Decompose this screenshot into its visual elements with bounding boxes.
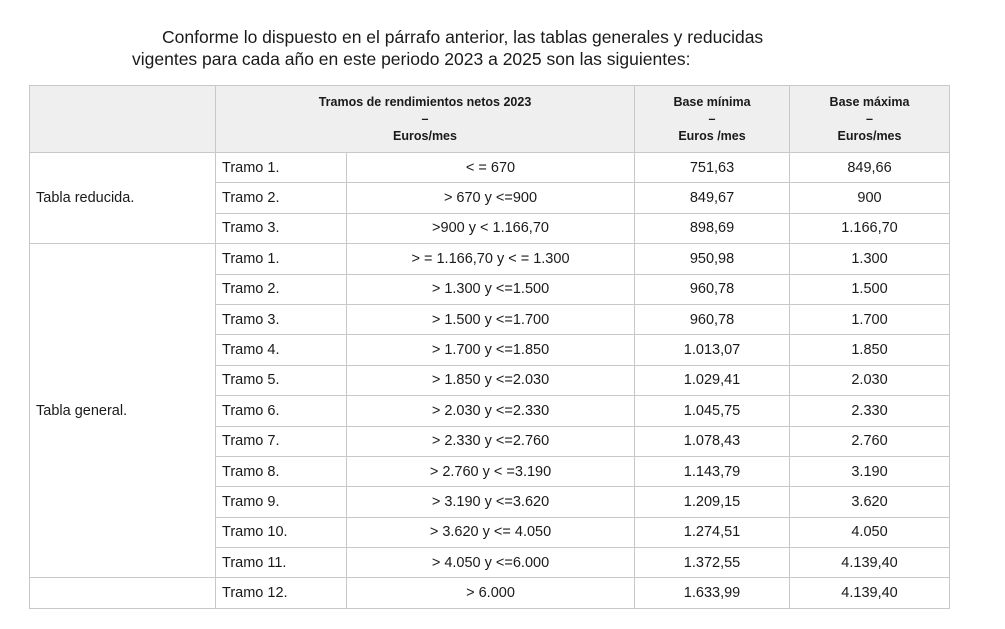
header-tramos bbox=[216, 86, 635, 153]
tramo-cell: Tramo 3. bbox=[216, 304, 347, 334]
rango-cell: > 2.030 y <=2.330 bbox=[347, 396, 635, 426]
header-empty-cell bbox=[30, 86, 216, 153]
header-base-maxima-unit: Euros/mes bbox=[837, 128, 902, 143]
base-minima-cell: 1.209,15 bbox=[635, 487, 790, 517]
table-row bbox=[30, 244, 950, 274]
rango-cell: > 2.760 y < =3.190 bbox=[347, 456, 635, 486]
header-tramos-unit: Euros/mes bbox=[393, 128, 457, 143]
group-label bbox=[30, 578, 216, 608]
table-body bbox=[30, 153, 950, 609]
tramo-cell: Tramo 6. bbox=[216, 396, 347, 426]
base-maxima-cell: 1.850 bbox=[790, 335, 950, 365]
base-minima-cell: 1.013,07 bbox=[635, 335, 790, 365]
base-maxima-cell: 849,66 bbox=[790, 153, 950, 183]
base-maxima-cell: 4.139,40 bbox=[790, 578, 950, 608]
base-maxima-cell: 4.050 bbox=[790, 517, 950, 547]
tramo-cell: Tramo 8. bbox=[216, 456, 347, 486]
rango-cell: > 3.190 y <=3.620 bbox=[347, 487, 635, 517]
base-maxima-cell: 2.030 bbox=[790, 365, 950, 395]
base-minima-cell: 1.029,41 bbox=[635, 365, 790, 395]
rango-cell: < = 670 bbox=[347, 153, 635, 183]
header-base-minima-dash: – bbox=[708, 111, 716, 126]
rango-cell: >900 y < 1.166,70 bbox=[347, 213, 635, 243]
tramo-cell: Tramo 1. bbox=[216, 244, 347, 274]
group-label: Tabla general. bbox=[30, 244, 216, 578]
header-base-maxima-title: Base máxima bbox=[829, 94, 910, 109]
tramo-cell: Tramo 10. bbox=[216, 517, 347, 547]
rango-cell: > 1.300 y <=1.500 bbox=[347, 274, 635, 304]
base-minima-cell: 1.633,99 bbox=[635, 578, 790, 608]
rango-cell: > 1.700 y <=1.850 bbox=[347, 335, 635, 365]
base-minima-cell: 960,78 bbox=[635, 304, 790, 334]
bases-table bbox=[29, 85, 950, 609]
intro-paragraph bbox=[132, 26, 848, 70]
tramo-cell: Tramo 1. bbox=[216, 153, 347, 183]
intro-line-1: Conforme lo dispuesto en el párrafo anterior, las tablas generales y reducidas bbox=[162, 27, 764, 47]
base-maxima-cell: 2.330 bbox=[790, 396, 950, 426]
header-base-minima-title: Base mínima bbox=[673, 94, 751, 109]
base-minima-cell: 960,78 bbox=[635, 274, 790, 304]
base-maxima-cell: 3.190 bbox=[790, 456, 950, 486]
rango-cell: > 1.500 y <=1.700 bbox=[347, 304, 635, 334]
base-minima-cell: 849,67 bbox=[635, 183, 790, 213]
tramo-cell: Tramo 9. bbox=[216, 487, 347, 517]
base-minima-cell: 1.274,51 bbox=[635, 517, 790, 547]
header-base-maxima bbox=[790, 86, 950, 153]
table-header-row bbox=[30, 86, 950, 153]
tramo-cell: Tramo 11. bbox=[216, 548, 347, 578]
base-minima-cell: 1.078,43 bbox=[635, 426, 790, 456]
base-maxima-cell: 2.760 bbox=[790, 426, 950, 456]
rango-cell: > 3.620 y <= 4.050 bbox=[347, 517, 635, 547]
base-maxima-cell: 900 bbox=[790, 183, 950, 213]
base-minima-cell: 898,69 bbox=[635, 213, 790, 243]
base-minima-cell: 1.045,75 bbox=[635, 396, 790, 426]
table-row bbox=[30, 578, 950, 608]
base-maxima-cell: 1.700 bbox=[790, 304, 950, 334]
tramo-cell: Tramo 12. bbox=[216, 578, 347, 608]
header-base-maxima-dash: – bbox=[866, 111, 873, 126]
base-maxima-cell: 4.139,40 bbox=[790, 548, 950, 578]
tramo-cell: Tramo 2. bbox=[216, 183, 347, 213]
header-tramos-title: Tramos de rendimientos netos 2023 bbox=[318, 94, 532, 109]
table-row bbox=[30, 153, 950, 183]
rango-cell: > 670 y <=900 bbox=[347, 183, 635, 213]
base-maxima-cell: 3.620 bbox=[790, 487, 950, 517]
base-maxima-cell: 1.166,70 bbox=[790, 213, 950, 243]
header-base-minima-unit: Euros /mes bbox=[678, 128, 746, 143]
base-maxima-cell: 1.500 bbox=[790, 274, 950, 304]
tramo-cell: Tramo 5. bbox=[216, 365, 347, 395]
rango-cell: > = 1.166,70 y < = 1.300 bbox=[347, 244, 635, 274]
rango-cell: > 1.850 y <=2.030 bbox=[347, 365, 635, 395]
rango-cell: > 6.000 bbox=[347, 578, 635, 608]
rango-cell: > 4.050 y <=6.000 bbox=[347, 548, 635, 578]
intro-line-2: vigentes para cada año en este periodo 2023 a 2025 son las siguientes: bbox=[132, 49, 691, 69]
tramo-cell: Tramo 7. bbox=[216, 426, 347, 456]
rango-cell: > 2.330 y <=2.760 bbox=[347, 426, 635, 456]
tramo-cell: Tramo 2. bbox=[216, 274, 347, 304]
base-minima-cell: 1.372,55 bbox=[635, 548, 790, 578]
header-base-minima bbox=[635, 86, 790, 153]
base-minima-cell: 751,63 bbox=[635, 153, 790, 183]
header-tramos-dash: – bbox=[421, 111, 429, 126]
base-minima-cell: 950,98 bbox=[635, 244, 790, 274]
tramo-cell: Tramo 3. bbox=[216, 213, 347, 243]
group-label: Tabla reducida. bbox=[30, 153, 216, 244]
base-minima-cell: 1.143,79 bbox=[635, 456, 790, 486]
base-maxima-cell: 1.300 bbox=[790, 244, 950, 274]
tramo-cell: Tramo 4. bbox=[216, 335, 347, 365]
